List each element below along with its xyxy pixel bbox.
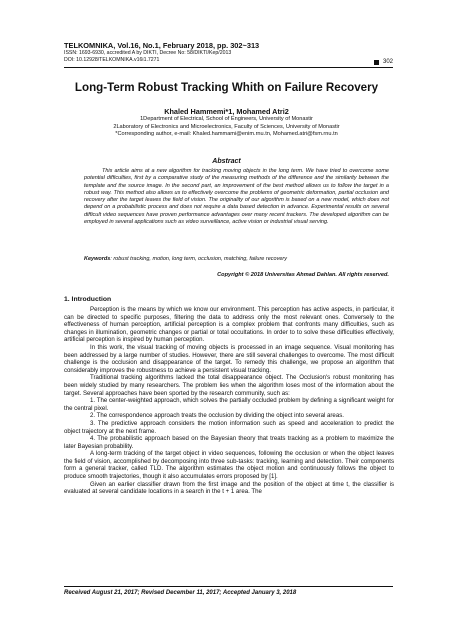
page-number-box bbox=[374, 59, 393, 65]
footer-rule bbox=[64, 586, 393, 587]
introduction-body bbox=[64, 306, 394, 496]
paragraph: Perception is the means by which we know our environment. This perception has active aspects, in particular, it can be directed to specific purposes, filtering the data to address only the most relevant ones. Conversely to the effectiveness of human perception, artificial perception is a complex problem that confronts many difficulties, such as changes in illumination, geometric changes or partial or total occultations. In order to to solve these difficulties effectively, artificial perception is inspired by human perception. bbox=[64, 306, 394, 344]
issn-line: ISSN: 1693-6930, accredited A by DIKTI, Decree No: 58/DIKTI/Kep/2013 bbox=[64, 50, 232, 56]
journal-citation: TELKOMNIKA, Vol.16, No.1, February 2018, pp. 302~313 bbox=[64, 41, 260, 50]
affiliation-1: 1Department of Electrical, School of Engineers, University of Monastir bbox=[140, 116, 313, 122]
keywords-list: : robust tracking, motion, long term, occlusion, matching, failure recovery bbox=[110, 256, 287, 262]
corresponding-author: *Corresponding author, e-mail: Khaled.hammami@enim.rnu.tn, Mohamed.atri@fsm.rnu.tn bbox=[115, 131, 338, 137]
paragraph: In this work, the visual tracking of moving objects is processed in an image sequence. Visual monitoring has been addressed by a large number of studies. However, there are still several challenges to overcome. The most difficult challenge is the occlusion and disappearance of the target. To remedy this challenge, we propose an algorithm that considerably improves the robustness to achieve a persistent visual tracking. bbox=[64, 343, 394, 374]
journal-header bbox=[64, 41, 394, 64]
list-item: 3. The predictive approach considers the motion information such as speed and acceleration to predict the object trajectory at the next frame. bbox=[64, 419, 394, 435]
author-names: Khaled Hammemi*1, Mohamed Atri2 bbox=[164, 107, 289, 116]
received-dates: Received August 21, 2017; Revised December 11, 2017; Accepted January 3, 2018 bbox=[64, 590, 297, 596]
header-rule bbox=[64, 67, 393, 68]
paragraph: Given an earlier classifier drawn from the first image and the position of the object at time t, the classifier is evaluated at several candidate locations in a search in the t + 1 area. The bbox=[64, 480, 394, 496]
paper-title: Long-Term Robust Tracking Whith on Failure Recovery bbox=[74, 81, 379, 94]
square-bullet-icon bbox=[374, 60, 379, 65]
section-heading-introduction: 1. Introduction bbox=[64, 296, 112, 303]
page-number: 302 bbox=[382, 59, 393, 65]
list-item: 4. The probabilistic approach based on the Bayesian theory that treats tracking as a problem to maximize the later Bayesian probability. bbox=[64, 435, 394, 450]
keywords-label: Keywords bbox=[84, 256, 111, 262]
abstract-heading: Abstract bbox=[212, 158, 241, 165]
list-item: 1. The center-weighted approach, which solves the partially occluded problem by defining a significant weight for the central pixel. bbox=[64, 397, 394, 412]
paragraph: Traditional tracking algorithms lacked the total disappearance object. The Occlusion's robust monitoring has been widely studied by many researchers. The problem lies when the algorithm loses most of the information about the target. Several approaches have been sported by the research community, such as: bbox=[64, 374, 394, 397]
doi-line: DOI: 10.12928/TELKOMNIKA.v16i1.7271 bbox=[64, 57, 160, 63]
paragraph: A long-term tracking of the target object in video sequences, following the occlusion or when the object leaves the field of vision, accomplished by decomposing into three sub-tasks: tracking, learning and detection. Their components form a general tracker, called TLD. The algorithm estimates the object motion and continuously follows the object to produce smooth trajectories, though it also accumulates errors proposed by [1]. bbox=[64, 450, 394, 481]
keywords bbox=[84, 256, 389, 263]
affiliation-2: 2Laboratory of Electronics and Microelectronics, Faculty of Sciences, University of Monastir bbox=[113, 123, 340, 130]
author-block bbox=[40, 107, 413, 139]
abstract-text: This article aims at a new algorithm for tracking moving objects in the long term. We have tried to overcome some potential difficulties, first by a comparative study of the measuring methods of the difference and the similarity between the template and the source image. In the second part, an improvement of the best method allows us to follow the target in a robust way. This method also allows us to effectively overcome the problems of geometric deformation, partial occlusion and recovery after the target leaves the field of vision. The originality of our algorithm is based on a new model, which does not depend on a probabilistic process and does not require a data based detection in advance. Experimental results on several difficult video sequences have proven performance advantages over many recent trackers. The developed algorithm can be employed in several applications such as video surveillance, active vision or industrial visual serving. bbox=[84, 168, 389, 226]
list-item: 2. The correspondence approach treats the occlusion by dividing the object into several areas. bbox=[90, 412, 344, 420]
copyright-notice: Copyright © 2018 Universitas Ahmad Dahlan. All rights reserved. bbox=[217, 272, 389, 278]
